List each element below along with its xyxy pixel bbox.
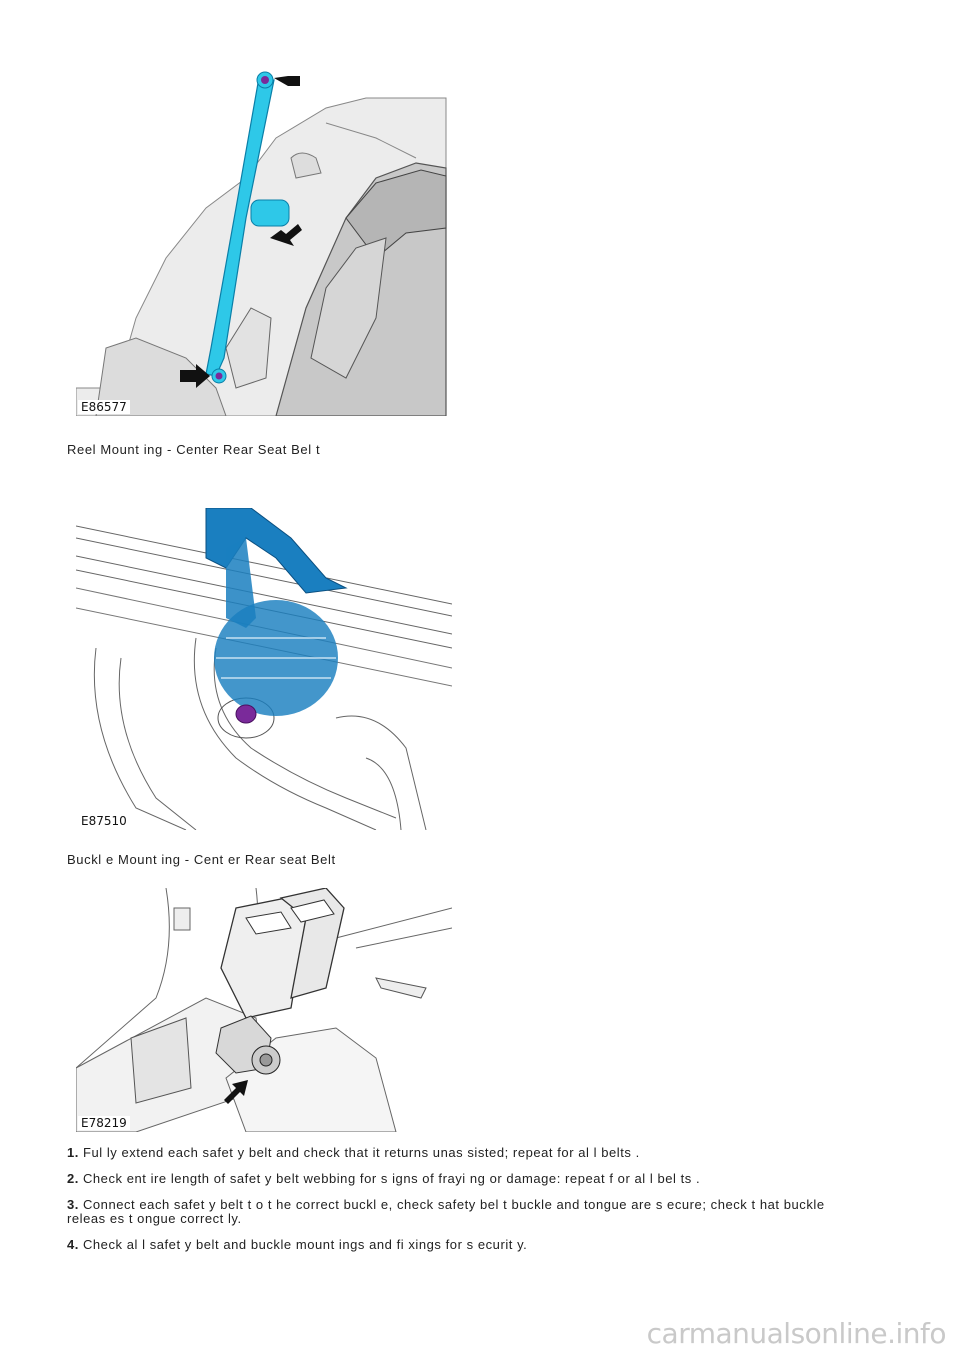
step-item: [67, 1172, 867, 1186]
figure-buckle-mounting: [76, 508, 452, 830]
step-number: 3.: [67, 1197, 79, 1212]
figure-reel-mounting: [76, 58, 452, 416]
figure-caption: Reel Mount ing - Center Rear Seat Bel t: [67, 442, 321, 457]
figure-label: E86577: [78, 400, 130, 414]
figure-buckle-detail: [76, 888, 452, 1132]
watermark: carmanualsonline.info: [646, 1317, 946, 1350]
step-text: Check ent ire length of safet y belt webbing for s igns of frayi ng or damage: repeat f or al l bel ts .: [82, 1171, 701, 1186]
step-number: 4.: [67, 1237, 79, 1252]
step-item: [67, 1238, 867, 1252]
illustration-e86577: [76, 58, 452, 416]
step-text: Check al l safet y belt and buckle mount ings and fi xings for s ecurit y.: [82, 1237, 528, 1252]
illustration-e87510: [76, 508, 452, 830]
figure-label: E78219: [78, 1116, 130, 1130]
step-number: 2.: [67, 1171, 79, 1186]
figure-caption: Buckl e Mount ing - Cent er Rear seat Belt: [67, 852, 336, 867]
step-number: 1.: [67, 1145, 79, 1160]
step-text: Ful ly extend each safet y belt and check that it returns unas sisted; repeat for al l belts .: [82, 1145, 640, 1160]
step-item: [67, 1146, 867, 1160]
step-item: [67, 1198, 867, 1226]
step-text: Connect each safet y belt t o t he correct buckl e, check safety bel t buckle and tongue are s ecure; check t hat buckle releas es t ongue correct ly.: [67, 1197, 825, 1226]
illustration-e78219: [76, 888, 452, 1132]
procedure-steps: [67, 1146, 867, 1264]
figure-label: E87510: [78, 814, 130, 828]
